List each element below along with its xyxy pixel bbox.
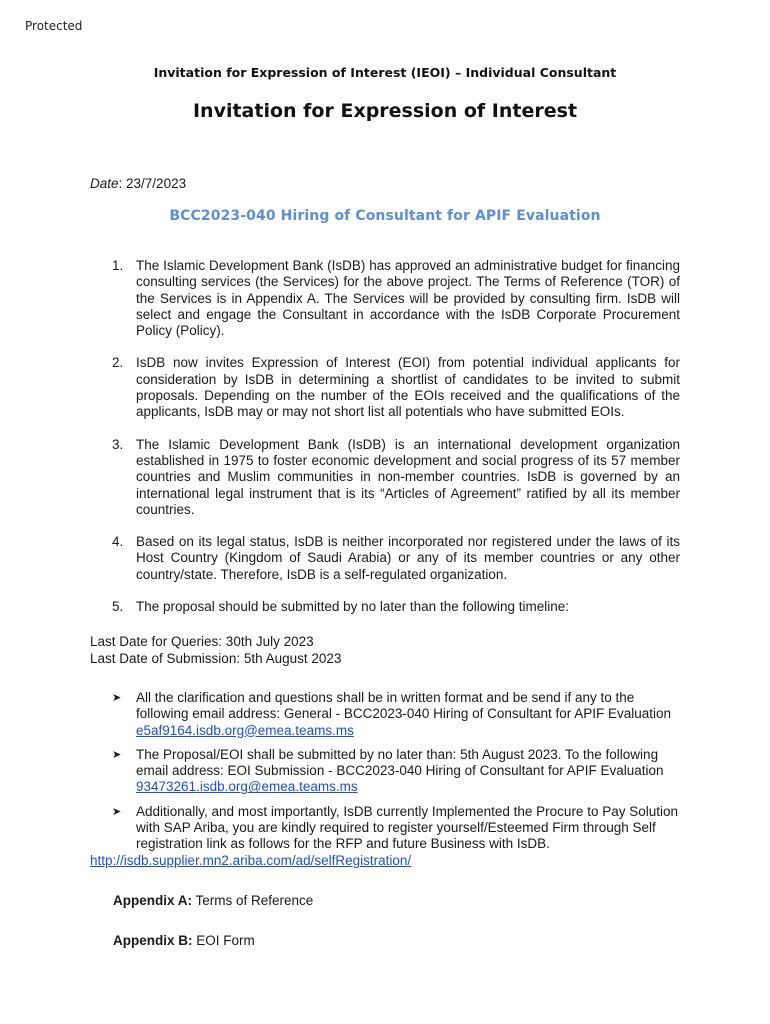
date-line [90, 176, 186, 191]
paragraph-text: The proposal should be submitted by no later than the following timeline: [136, 599, 570, 615]
paragraph-item [90, 534, 680, 583]
instruction-item [110, 804, 690, 853]
clarification-email-link[interactable]: e5af9164.isdb.org@emea.teams.ms [136, 722, 354, 738]
appendix-b [113, 933, 255, 948]
submission-deadline: Last Date of Submission: 5th August 2023 [90, 650, 342, 666]
appendix-a-value: Terms of Reference [192, 893, 314, 908]
paragraph-text: Based on its legal status, IsDB is neither incorporated nor registered under the laws of its Host Country (Kingdom of Saudi Arabia) or any of its member countries or any other country/state. Therefore, IsDB is a self-regulated organization. [136, 534, 680, 582]
paragraph-text: The Islamic Development Bank (IsDB) is an international development organization established in 1975 to foster economic development and social progress of its 57 member countries and Muslim communities in non-member countries. IsDB is governed by an international legal instrument that is its “Articles of Agreement” ratified by all its member countries. [136, 436, 680, 517]
paragraph-number: 5. [112, 599, 124, 615]
paragraph-text: The Islamic Development Bank (IsDB) has approved an administrative budget for financing consulting services (the Services) for the above project. The Terms of Reference (TOR) of the Services is in Appendix A. The Services will be provided by consulting firm. IsDB will select and engage the Consultant in accordance with the IsDB Corporate Procurement Policy (Policy). [136, 258, 680, 339]
instruction-text: All the clarification and questions shall be in written format and be send if any to the following email address: General - BCC2023-040 Hiring of Consultant for APIF Evaluation [136, 690, 672, 722]
supplier-registration-link[interactable]: http://isdb.supplier.mn2.ariba.com/ad/selfRegistration/ [90, 853, 412, 868]
paragraph-number: 4. [112, 534, 124, 550]
instruction-item [110, 747, 690, 796]
paragraph-number: 3. [112, 436, 124, 452]
paragraph-item [90, 599, 680, 615]
queries-deadline: Last Date for Queries: 30th July 2023 [90, 634, 314, 649]
appendix-a [113, 893, 313, 908]
paragraph-item [90, 355, 680, 420]
document-subtitle: Invitation for Expression of Interest (IEOI) – Individual Consultant [153, 65, 617, 80]
appendix-b-label: Appendix B: [113, 933, 193, 948]
project-title: BCC2023-040 Hiring of Consultant for APIF Evaluation [169, 208, 601, 224]
instruction-text: The Proposal/EOI shall be submitted by no later than: 5th August 2023. To the following email address: EOI Submission - BCC2023-040 Hiring of Consultant for APIF Evaluation [136, 746, 664, 779]
arrow-bullet-icon: ➤ [112, 748, 122, 761]
date-value: : 23/7/2023 [118, 176, 187, 191]
instruction-item [110, 690, 690, 739]
registration-link-line [90, 853, 411, 868]
paragraph-text: IsDB now invites Expression of Interest (EOI) from potential individual applicants for consideration by IsDB in determining a shortlist of candidates to be invited to submit proposals. Depending on the number of the EOIs received and the qualifications of the applicants, IsDB may or may not short list all potentials who have submitted EOIs. [136, 355, 680, 420]
appendix-a-label: Appendix A: [113, 893, 192, 908]
arrow-bullet-icon: ➤ [112, 692, 122, 704]
paragraph-item [90, 437, 680, 518]
paragraph-item [90, 258, 680, 339]
appendix-b-value: EOI Form [192, 933, 255, 948]
paragraph-number: 2. [112, 355, 124, 371]
classification-label: Protected [25, 19, 83, 33]
instructions-list [110, 690, 690, 861]
instruction-text: Additionally, and most importantly, IsDB currently Implemented the Procure to Pay Solution with SAP Ariba, you are kindly required to register yourself/Esteemed Firm through Self registration link as follows for the RFP and future Business with IsDB. [136, 803, 679, 852]
timeline-block [90, 634, 341, 667]
document-title: Invitation for Expression of Interest [192, 100, 578, 122]
numbered-paragraphs [90, 258, 680, 631]
submission-email-link[interactable]: 93473261.isdb.org@emea.teams.ms [136, 779, 358, 795]
paragraph-number: 1. [112, 258, 124, 273]
date-label: Date [90, 176, 119, 191]
arrow-bullet-icon: ➤ [112, 805, 122, 818]
